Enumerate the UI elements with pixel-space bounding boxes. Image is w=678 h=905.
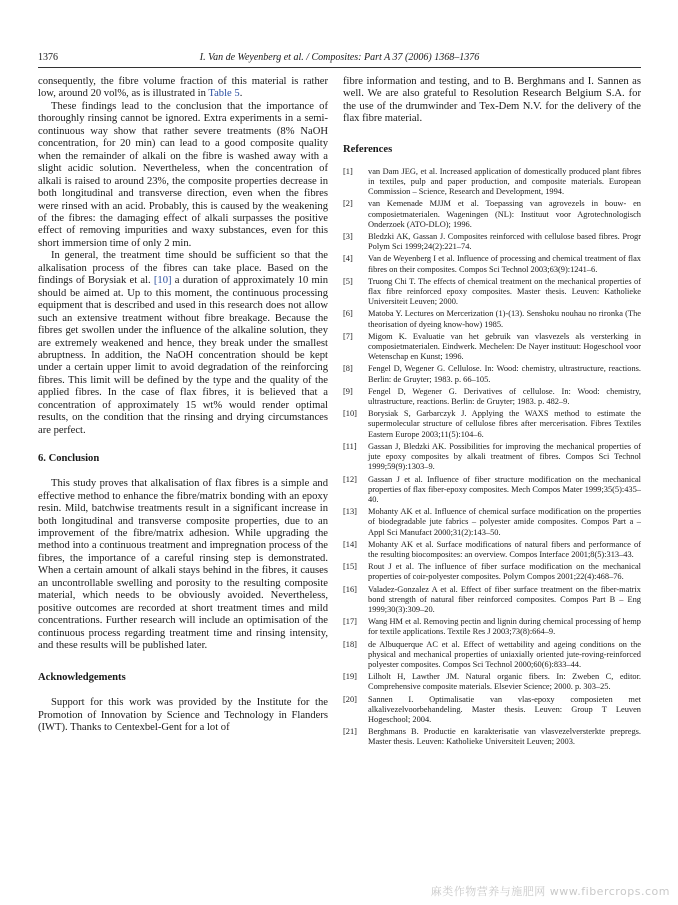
reference-number: [3] — [343, 232, 353, 242]
reference-item — [343, 332, 641, 363]
reference-text: Wang HM et al. Removing pectin and lignin during chemical processing of hemp for textile applications. Textile Res J 2003;73(8):664–9. — [368, 617, 641, 637]
reference-text: Mohanty AK et al. Surface modifications of natural fibers and performance of the resulting biocomposites: an overview. Compos Interface 2001;8(5):313–43. — [368, 539, 641, 559]
reference-item — [343, 364, 641, 384]
reference-item — [343, 540, 641, 560]
reference-text: Gassan J et al. Influence of fiber structure modification on the mechanical properties of flax fiber-epoxy composites. Mech Compos Mater 1999;35(5):435–40. — [368, 474, 641, 504]
reference-number: [5] — [343, 276, 353, 286]
paragraph-acknowledgements-cont: fibre information and testing, and to B. Berghmans and I. Sannen as well. We are also grateful to Resolution Research Belgium S.A. for the use of the drumwinder and Tex-Dem N.V. for the delivery of the flax fibre material. — [343, 76, 641, 125]
reference-text: Sannen I. Optimalisatie van vlas-epoxy composieten met alkalivezelvoorbehandeling. Master thesis. Leuven: Group T Leuven Hogeschool; 2004. — [368, 694, 641, 724]
reference-item — [343, 199, 641, 230]
reference-item — [343, 585, 641, 616]
reference-number: [1] — [343, 166, 353, 176]
reference-text: Gassan J, Bledzki AK. Possibilities for improving the mechanical properties of jute epoxy composites by alkali treatment of fibres. Compos Sci Technol 1999;59(9):1303–9. — [368, 441, 641, 472]
reference-number: [13] — [343, 507, 357, 517]
reference-text: Lilholt H, Lawther JM. Natural organic fibers. In: Zweben C, editor. Comprehensive composite materials. Elsevier Science; 2000. p. 303–25. — [368, 672, 641, 692]
reference-list — [343, 167, 641, 748]
section-heading-acknowledgements: Acknowledgements — [38, 672, 126, 684]
reference-item — [343, 442, 641, 473]
reference-item — [343, 387, 641, 407]
reference-number: [17] — [343, 617, 357, 627]
reference-text: Bledzki AK, Gassan J. Composites reinforced with cellulose based fibres. Progr Polym Sci 1999;24(2):221–74. — [368, 232, 641, 252]
citation-link[interactable]: [10] — [153, 275, 172, 287]
reference-number: [10] — [343, 409, 357, 419]
reference-item — [343, 409, 641, 440]
reference-item — [343, 167, 641, 198]
reference-text: Migom K. Evaluatie van het gebruik van vlasvezels als versterking in composietmaterialen. Eindwerk. Mechelen: De Nayer instituut: Hogeschool voor Wetenschap en Kunst; 1996. — [368, 331, 641, 362]
left-column — [38, 76, 328, 735]
text-span: consequently, the fibre volume fraction of this material is rather low, around 20 vol%, as is illustrated in — [38, 76, 328, 100]
reference-text: Van de Weyenberg I et al. Influence of processing and chemical treatment of flax fibres on their composites. Compos Sci Technol 2003;63(9):1241–6. — [368, 254, 641, 274]
section-heading-conclusion: 6. Conclusion — [38, 453, 100, 465]
reference-item — [343, 475, 641, 506]
watermark: 麻类作物营养与施肥网 www.fibercrops.com — [430, 885, 670, 898]
reference-text: Borysiak S, Garbarczyk J. Applying the WAXS method to estimate the supermolecular structure of cellulose fibres after mercerisation. Fibres Textiles Eastern Europe 2003;11(5):104–6. — [368, 409, 641, 439]
reference-number: [18] — [343, 639, 357, 649]
reference-text: Rout J et al. The influence of fiber surface modification on the mechanical properties of coir-polyester composites. Polym Compos 2001;22(4):468–76. — [368, 562, 641, 582]
reference-item — [343, 695, 641, 726]
reference-item — [343, 672, 641, 692]
text-span: In general, the treatment time should be sufficient so that the alkalisation process of the fibres can take place. Based on the findings of Borysiak et al. — [38, 250, 328, 287]
running-header — [38, 52, 641, 68]
reference-text: Mohanty AK et al. Influence of chemical surface modification on the properties of biodegradable jute fabrics – polyester amide composites. Compos Part a – Appl Sci Manufact 2000;31(2):143–50. — [368, 507, 641, 537]
reference-item — [343, 232, 641, 252]
reference-number: [16] — [343, 584, 357, 594]
reference-item — [343, 277, 641, 308]
reference-item — [343, 507, 641, 538]
reference-item — [343, 562, 641, 582]
reference-text: Berghmans B. Productie en karakterisatie van vlasvezelversterkte prepregs. Master thesis. Leuven: Katholieke Universiteit Leuven; 2003. — [368, 727, 641, 747]
right-column — [343, 76, 641, 750]
reference-text: van Kemenade MJJM et al. Toepassing van agrovezels in bouw- en composietmaterialen. Wageningen (NL): Instituut voor Agrotechnologisch Onderzoek (ATO-DLO); 1996. — [368, 199, 641, 229]
reference-number: [6] — [343, 309, 353, 319]
header-rule — [38, 67, 641, 68]
reference-number: [15] — [343, 562, 357, 572]
reference-number: [7] — [343, 331, 353, 341]
reference-number: [9] — [343, 386, 353, 396]
section-heading-references: References — [343, 143, 393, 155]
reference-text: Valadez-Gonzalez A et al. Effect of fiber surface treatment on the fiber-matrix bond strength of natural fiber reinforced composites. Compos Part B – Eng 1999;30(3):309–20. — [368, 584, 641, 614]
reference-item — [343, 254, 641, 274]
paragraph-treatment-time — [38, 250, 328, 437]
reference-text: Fengel D, Wegener G. Cellulose. In: Wood: chemistry, ultrastructure, reactions. Berlin: de Gruyter; 1983. p. 66–105. — [368, 364, 641, 384]
reference-number: [11] — [343, 441, 357, 451]
paragraph-conclusion: This study proves that alkalisation of flax fibres is a simple and effective method to enhance the fibre/matrix bonding with an epoxy resin. Mild, batchwise treatments result in a significant increase in both longitudinal and transverse composite properties, due to an improvement of the fibre/matrix adhesion. While upgrading the method into a continuous treatment and impregnation process of the fibres, the importance of a careful rinsing step is demonstrated. When a certain amount of alkali stays behind in the fibres, it causes an uncontrollable swelling and porosity to the resulting composite material, which needs to be obviously avoided. Nevertheless, positive outcomes are recorded at short treatment times and mild concentrations. Further research will include an optimisation of the continuous process regarding treatment time and rinsing intensity, and these results will be published later. — [38, 478, 328, 652]
reference-number: [8] — [343, 364, 353, 374]
table-link[interactable]: Table 5 — [208, 88, 240, 100]
text-span: a duration of approximately 10 min should be aimed at. Up to this moment, the continuous processing equipment that is described and used in this research does not allow such an extensive treatment without fibre breakage. Because the fibres get swollen under the influence of the alkaline solution, they are extremely weakened and hence, they break under the smallest abruptness. In addition, the NaOH concentration should be kept under a certain upper limit to avoid degradation of the reinforcing fibres. This limit will be defined by the type and the quality of the applied fibres. In the case of flax fibres, it is believed that a concentration of approximately 15 wt% would render optimal results, on the condition that the rinsing and drying circumstances are perfect. — [38, 275, 329, 436]
reference-number: [20] — [343, 694, 357, 704]
reference-number: [4] — [343, 254, 353, 264]
reference-text: Matoba Y. Lectures on Mercerization (1)-(13). Senshoku nouhau no rironka (The theorisation of dyeing know-how) 1985. — [368, 309, 641, 329]
paragraph-acknowledgements: Support for this work was provided by the Institute for the Promotion of Innovation by Science and Technology in Flanders (IWT). Thanks to Centexbel-Gent for a lot of — [38, 697, 328, 734]
reference-number: [14] — [343, 539, 357, 549]
reference-number: [21] — [343, 727, 357, 737]
text-span: . — [239, 88, 243, 100]
reference-text: Fengel D, Wegener G. Derivatives of cellulose. In: Wood: chemistry, ultrastructure, reactions. Berlin: de Gruyter; 1983. p. 482–9. — [368, 386, 641, 407]
reference-text: Truong Chi T. The effects of chemical treatment on the mechanical properties of flax fibre reinforced epoxy composites. Master thesis. Leuven: Katholieke Universiteit Leuven; 2000. — [368, 276, 641, 307]
running-title: I. Van de Weyenberg et al. / Composites: Part A 37 (2006) 1368–1376 — [199, 52, 480, 63]
reference-item — [343, 309, 641, 329]
reference-item — [343, 727, 641, 747]
page-number: 1376 — [38, 52, 58, 63]
reference-item — [343, 640, 641, 671]
reference-item — [343, 617, 641, 637]
paragraph-rinsing: These findings lead to the conclusion that the importance of thoroughly rinsing cannot be ignored. Extra experiments in a semi-continuous way show that rather severe treatments (8% NaOH concentration, for 20 min) can lead to a good composite quality when the remainder of alkali on the fibre is washed away with a slight acidic solution. Nevertheless, when the concentration of alkali is raised to around 23%, the composite properties decrease in both longitudinal and transverse direction, even when the fibres were rinsed with an acid. Probably, this is caused by the weakening of the fibres: the damaging effect of alkali surpasses the positive effect of removing impurities and waxy substances, even for this short immersion time of only 2 min. — [38, 100, 328, 249]
reference-number: [19] — [343, 672, 357, 682]
paragraph-fibre-volume — [38, 76, 328, 101]
reference-number: [2] — [343, 199, 353, 209]
reference-text: de Albuquerque AC et al. Effect of wettability and ageing conditions on the physical and mechanical properties of uniaxially oriented jute-roving-reinforced polyester composites. Compos Sci Technol 2000;60(6):833–44. — [368, 639, 641, 669]
reference-text: van Dam JEG, et al. Increased application of domestically produced plant fibres in textiles, pulp and paper production, and composite materials. European Commission – Science, Research and Development, 1994. — [368, 166, 641, 197]
reference-number: [12] — [343, 474, 357, 484]
